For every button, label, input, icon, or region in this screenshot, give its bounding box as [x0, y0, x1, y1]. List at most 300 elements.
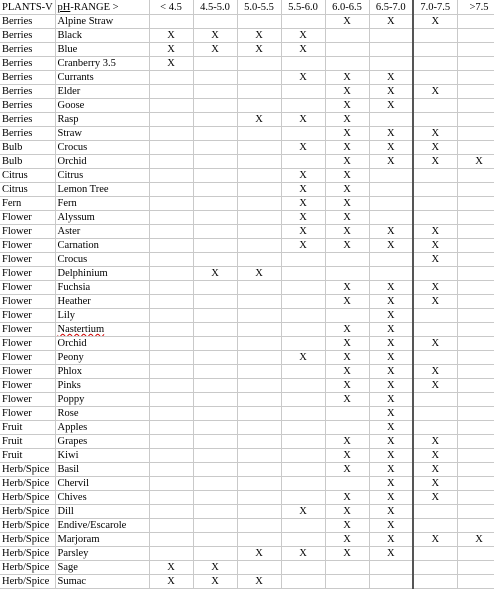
ph-range-cell[interactable]: [281, 29, 325, 43]
ph-range-cell[interactable]: [457, 155, 494, 169]
ph-range-cell[interactable]: [281, 365, 325, 379]
ph-range-cell[interactable]: [369, 323, 413, 337]
plant-cell[interactable]: [55, 169, 149, 183]
category-cell[interactable]: Flower: [0, 281, 55, 295]
ph-range-cell[interactable]: [281, 155, 325, 169]
ph-range-cell[interactable]: [369, 407, 413, 421]
header-range-8[interactable]: >7.5: [457, 0, 494, 15]
ph-range-cell[interactable]: [325, 71, 369, 85]
ph-range-cell[interactable]: [413, 127, 457, 141]
ph-range-cell[interactable]: [149, 155, 193, 169]
ph-range-cell[interactable]: [369, 309, 413, 323]
ph-range-cell[interactable]: [457, 379, 494, 393]
plant-cell[interactable]: [55, 281, 149, 295]
header-category-cell[interactable]: [0, 0, 55, 15]
ph-range-cell[interactable]: [193, 463, 237, 477]
ph-range-cell[interactable]: [325, 43, 369, 57]
ph-range-cell[interactable]: [149, 239, 193, 253]
category-cell[interactable]: Fruit: [0, 435, 55, 449]
ph-range-cell[interactable]: [193, 29, 237, 43]
ph-range-cell[interactable]: [325, 141, 369, 155]
ph-range-cell[interactable]: [281, 561, 325, 575]
ph-range-cell[interactable]: [149, 491, 193, 505]
ph-range-cell[interactable]: [457, 491, 494, 505]
category-cell[interactable]: Herb/Spice: [0, 533, 55, 547]
ph-range-cell[interactable]: [413, 379, 457, 393]
plant-cell[interactable]: [55, 15, 149, 29]
ph-range-cell[interactable]: [325, 113, 369, 127]
ph-range-cell[interactable]: [193, 141, 237, 155]
ph-range-cell[interactable]: [369, 127, 413, 141]
category-cell[interactable]: Berries: [0, 127, 55, 141]
ph-range-cell[interactable]: [281, 71, 325, 85]
plant-cell[interactable]: [55, 519, 149, 533]
ph-range-cell[interactable]: [325, 267, 369, 281]
ph-range-cell[interactable]: [325, 575, 369, 589]
category-cell[interactable]: Herb/Spice: [0, 561, 55, 575]
ph-range-cell[interactable]: [193, 505, 237, 519]
ph-range-cell[interactable]: [149, 197, 193, 211]
ph-range-cell[interactable]: [325, 407, 369, 421]
ph-range-cell[interactable]: [281, 43, 325, 57]
category-cell[interactable]: Flower: [0, 239, 55, 253]
ph-range-cell[interactable]: [369, 477, 413, 491]
ph-range-cell[interactable]: [413, 43, 457, 57]
ph-range-cell[interactable]: [281, 15, 325, 29]
plant-cell[interactable]: [55, 127, 149, 141]
ph-range-cell[interactable]: [413, 519, 457, 533]
category-cell[interactable]: Herb/Spice: [0, 575, 55, 589]
category-cell[interactable]: Flower: [0, 379, 55, 393]
plant-cell[interactable]: [55, 463, 149, 477]
ph-range-cell[interactable]: [193, 57, 237, 71]
category-cell[interactable]: Flower: [0, 253, 55, 267]
ph-range-cell[interactable]: [413, 505, 457, 519]
ph-range-cell[interactable]: [193, 449, 237, 463]
ph-range-cell[interactable]: [281, 449, 325, 463]
ph-range-cell[interactable]: [237, 505, 281, 519]
header-range-4[interactable]: 5.5-6.0: [281, 0, 325, 15]
ph-range-cell[interactable]: [325, 85, 369, 99]
ph-range-cell[interactable]: [457, 309, 494, 323]
ph-range-cell[interactable]: [369, 183, 413, 197]
ph-range-cell[interactable]: [369, 225, 413, 239]
ph-range-cell[interactable]: [237, 71, 281, 85]
ph-range-cell[interactable]: [193, 113, 237, 127]
ph-range-cell[interactable]: [413, 393, 457, 407]
ph-range-cell[interactable]: [149, 127, 193, 141]
ph-range-cell[interactable]: [237, 477, 281, 491]
ph-range-cell[interactable]: [457, 127, 494, 141]
header-range-6[interactable]: 6.5-7.0: [369, 0, 413, 15]
plant-cell[interactable]: [55, 239, 149, 253]
ph-range-cell[interactable]: [193, 323, 237, 337]
ph-range-cell[interactable]: [413, 491, 457, 505]
ph-range-cell[interactable]: [237, 449, 281, 463]
ph-range-cell[interactable]: [325, 309, 369, 323]
ph-range-cell[interactable]: [149, 29, 193, 43]
category-cell[interactable]: Flower: [0, 351, 55, 365]
ph-range-cell[interactable]: [237, 113, 281, 127]
ph-range-cell[interactable]: [457, 449, 494, 463]
ph-range-cell[interactable]: [237, 281, 281, 295]
ph-range-cell[interactable]: [457, 113, 494, 127]
ph-range-cell[interactable]: [369, 561, 413, 575]
ph-range-cell[interactable]: [325, 281, 369, 295]
ph-range-cell[interactable]: [149, 337, 193, 351]
plant-cell[interactable]: [55, 57, 149, 71]
category-cell[interactable]: Fern: [0, 197, 55, 211]
ph-range-cell[interactable]: [193, 127, 237, 141]
category-cell[interactable]: Bulb: [0, 155, 55, 169]
ph-range-cell[interactable]: [193, 547, 237, 561]
ph-range-cell[interactable]: [193, 225, 237, 239]
ph-range-cell[interactable]: [369, 29, 413, 43]
ph-range-cell[interactable]: [369, 169, 413, 183]
ph-range-cell[interactable]: [193, 253, 237, 267]
ph-range-cell[interactable]: [413, 155, 457, 169]
ph-range-cell[interactable]: [369, 351, 413, 365]
plant-cell[interactable]: [55, 85, 149, 99]
ph-range-cell[interactable]: [193, 491, 237, 505]
ph-range-cell[interactable]: [369, 435, 413, 449]
ph-range-cell[interactable]: [237, 267, 281, 281]
category-cell[interactable]: Flower: [0, 323, 55, 337]
ph-range-cell[interactable]: [369, 379, 413, 393]
ph-range-cell[interactable]: [413, 421, 457, 435]
category-cell[interactable]: Flower: [0, 295, 55, 309]
ph-range-cell[interactable]: [413, 29, 457, 43]
ph-range-cell[interactable]: [413, 407, 457, 421]
ph-range-cell[interactable]: [413, 449, 457, 463]
ph-range-cell[interactable]: [413, 533, 457, 547]
ph-range-cell[interactable]: [325, 57, 369, 71]
ph-range-cell[interactable]: [237, 15, 281, 29]
plant-cell[interactable]: [55, 113, 149, 127]
ph-range-cell[interactable]: [237, 197, 281, 211]
ph-range-cell[interactable]: [237, 29, 281, 43]
ph-range-cell[interactable]: [193, 281, 237, 295]
ph-range-cell[interactable]: [193, 211, 237, 225]
ph-range-cell[interactable]: [325, 435, 369, 449]
ph-range-cell[interactable]: [325, 393, 369, 407]
ph-range-cell[interactable]: [325, 169, 369, 183]
ph-range-cell[interactable]: [149, 43, 193, 57]
category-cell[interactable]: Herb/Spice: [0, 477, 55, 491]
ph-range-cell[interactable]: [413, 435, 457, 449]
ph-range-cell[interactable]: [281, 183, 325, 197]
category-cell[interactable]: Berries: [0, 29, 55, 43]
plant-cell[interactable]: [55, 477, 149, 491]
plant-cell[interactable]: [55, 547, 149, 561]
ph-range-cell[interactable]: [149, 477, 193, 491]
ph-range-cell[interactable]: [193, 533, 237, 547]
ph-range-cell[interactable]: [281, 463, 325, 477]
ph-range-cell[interactable]: [281, 379, 325, 393]
ph-range-cell[interactable]: [281, 267, 325, 281]
ph-range-cell[interactable]: [149, 267, 193, 281]
ph-range-cell[interactable]: [325, 253, 369, 267]
ph-range-cell[interactable]: [457, 71, 494, 85]
ph-range-cell[interactable]: [369, 449, 413, 463]
ph-range-cell[interactable]: [457, 197, 494, 211]
ph-range-cell[interactable]: [457, 505, 494, 519]
ph-range-cell[interactable]: [413, 575, 457, 589]
ph-range-cell[interactable]: [149, 561, 193, 575]
ph-range-cell[interactable]: [325, 15, 369, 29]
ph-range-cell[interactable]: [237, 239, 281, 253]
ph-range-cell[interactable]: [369, 71, 413, 85]
ph-range-cell[interactable]: [149, 365, 193, 379]
ph-range-cell[interactable]: [369, 99, 413, 113]
ph-range-cell[interactable]: [369, 141, 413, 155]
plant-cell[interactable]: [55, 449, 149, 463]
ph-range-cell[interactable]: [193, 365, 237, 379]
category-cell[interactable]: Berries: [0, 15, 55, 29]
ph-range-cell[interactable]: [457, 225, 494, 239]
ph-range-cell[interactable]: [369, 295, 413, 309]
ph-range-cell[interactable]: [369, 463, 413, 477]
ph-range-cell[interactable]: [325, 421, 369, 435]
ph-range-cell[interactable]: [369, 253, 413, 267]
ph-range-cell[interactable]: [457, 57, 494, 71]
category-cell[interactable]: Berries: [0, 43, 55, 57]
plant-cell[interactable]: [55, 43, 149, 57]
ph-range-cell[interactable]: [369, 211, 413, 225]
category-cell[interactable]: Fruit: [0, 449, 55, 463]
ph-range-cell[interactable]: [237, 183, 281, 197]
plant-cell[interactable]: [55, 421, 149, 435]
ph-range-cell[interactable]: [281, 477, 325, 491]
ph-range-cell[interactable]: [413, 113, 457, 127]
ph-range-cell[interactable]: [413, 99, 457, 113]
plant-cell[interactable]: [55, 533, 149, 547]
ph-range-cell[interactable]: [193, 155, 237, 169]
ph-range-cell[interactable]: [281, 519, 325, 533]
ph-range-cell[interactable]: [325, 477, 369, 491]
ph-range-cell[interactable]: [237, 225, 281, 239]
ph-range-cell[interactable]: [413, 15, 457, 29]
ph-range-cell[interactable]: [281, 141, 325, 155]
ph-range-cell[interactable]: [413, 547, 457, 561]
ph-range-cell[interactable]: [369, 15, 413, 29]
header-range-cell[interactable]: [55, 0, 149, 15]
plant-cell[interactable]: [55, 99, 149, 113]
ph-range-cell[interactable]: [457, 169, 494, 183]
ph-range-cell[interactable]: [325, 295, 369, 309]
ph-range-cell[interactable]: [325, 323, 369, 337]
ph-range-cell[interactable]: [281, 295, 325, 309]
category-cell[interactable]: Flower: [0, 393, 55, 407]
ph-range-cell[interactable]: [237, 351, 281, 365]
ph-range-cell[interactable]: [457, 239, 494, 253]
ph-range-cell[interactable]: [369, 337, 413, 351]
ph-range-cell[interactable]: [369, 85, 413, 99]
ph-range-cell[interactable]: [281, 323, 325, 337]
plant-cell[interactable]: [55, 267, 149, 281]
ph-range-cell[interactable]: [369, 281, 413, 295]
ph-range-cell[interactable]: [457, 365, 494, 379]
ph-range-cell[interactable]: [369, 519, 413, 533]
ph-range-cell[interactable]: [149, 547, 193, 561]
ph-range-cell[interactable]: [237, 393, 281, 407]
ph-range-cell[interactable]: [325, 351, 369, 365]
ph-range-cell[interactable]: [413, 281, 457, 295]
ph-range-cell[interactable]: [369, 155, 413, 169]
plant-cell[interactable]: [55, 435, 149, 449]
ph-range-cell[interactable]: [149, 15, 193, 29]
ph-range-cell[interactable]: [149, 435, 193, 449]
ph-range-cell[interactable]: [325, 197, 369, 211]
ph-range-cell[interactable]: [237, 57, 281, 71]
ph-range-cell[interactable]: [149, 323, 193, 337]
ph-range-cell[interactable]: [413, 351, 457, 365]
plant-cell[interactable]: [55, 351, 149, 365]
ph-range-cell[interactable]: [281, 281, 325, 295]
ph-range-cell[interactable]: [457, 561, 494, 575]
ph-range-cell[interactable]: [325, 561, 369, 575]
ph-range-cell[interactable]: [413, 561, 457, 575]
ph-range-cell[interactable]: [457, 99, 494, 113]
header-range-1[interactable]: < 4.5: [149, 0, 193, 15]
ph-range-cell[interactable]: [413, 253, 457, 267]
ph-range-cell[interactable]: [325, 533, 369, 547]
ph-range-cell[interactable]: [325, 463, 369, 477]
ph-range-cell[interactable]: [325, 365, 369, 379]
ph-range-cell[interactable]: [193, 519, 237, 533]
ph-range-cell[interactable]: [413, 295, 457, 309]
ph-range-cell[interactable]: [237, 407, 281, 421]
ph-range-cell[interactable]: [457, 575, 494, 589]
ph-range-cell[interactable]: [457, 295, 494, 309]
ph-range-cell[interactable]: [281, 197, 325, 211]
category-cell[interactable]: Fruit: [0, 421, 55, 435]
ph-range-cell[interactable]: [281, 127, 325, 141]
category-cell[interactable]: Flower: [0, 337, 55, 351]
plant-cell[interactable]: [55, 141, 149, 155]
header-range-2[interactable]: 4.5-5.0: [193, 0, 237, 15]
ph-range-cell[interactable]: [237, 421, 281, 435]
ph-range-cell[interactable]: [457, 141, 494, 155]
ph-range-cell[interactable]: [193, 477, 237, 491]
category-cell[interactable]: Herb/Spice: [0, 463, 55, 477]
ph-range-cell[interactable]: [413, 85, 457, 99]
ph-range-cell[interactable]: [193, 351, 237, 365]
ph-range-cell[interactable]: [149, 281, 193, 295]
ph-range-cell[interactable]: [325, 155, 369, 169]
ph-range-cell[interactable]: [149, 71, 193, 85]
ph-range-cell[interactable]: [237, 463, 281, 477]
ph-range-cell[interactable]: [149, 351, 193, 365]
ph-range-cell[interactable]: [457, 281, 494, 295]
plant-cell[interactable]: [55, 155, 149, 169]
category-cell[interactable]: Herb/Spice: [0, 547, 55, 561]
ph-range-cell[interactable]: [281, 253, 325, 267]
category-cell[interactable]: Herb/Spice: [0, 519, 55, 533]
ph-range-cell[interactable]: [193, 85, 237, 99]
ph-range-cell[interactable]: [369, 393, 413, 407]
ph-range-cell[interactable]: [457, 421, 494, 435]
category-cell[interactable]: Flower: [0, 267, 55, 281]
ph-range-cell[interactable]: [457, 393, 494, 407]
ph-range-cell[interactable]: [193, 379, 237, 393]
category-cell[interactable]: Bulb: [0, 141, 55, 155]
ph-range-cell[interactable]: [149, 575, 193, 589]
category-cell[interactable]: Flower: [0, 211, 55, 225]
ph-range-cell[interactable]: [325, 519, 369, 533]
ph-range-cell[interactable]: [325, 337, 369, 351]
ph-range-cell[interactable]: [281, 225, 325, 239]
ph-range-cell[interactable]: [281, 85, 325, 99]
ph-range-cell[interactable]: [457, 463, 494, 477]
ph-range-cell[interactable]: [149, 505, 193, 519]
header-range-7[interactable]: 7.0-7.5: [413, 0, 457, 15]
ph-range-cell[interactable]: [149, 463, 193, 477]
ph-range-cell[interactable]: [237, 323, 281, 337]
plant-cell[interactable]: [55, 197, 149, 211]
ph-range-cell[interactable]: [325, 547, 369, 561]
ph-range-cell[interactable]: [149, 393, 193, 407]
ph-range-cell[interactable]: [149, 533, 193, 547]
ph-range-cell[interactable]: [281, 533, 325, 547]
ph-range-cell[interactable]: [369, 365, 413, 379]
header-range-3[interactable]: 5.0-5.5: [237, 0, 281, 15]
ph-range-cell[interactable]: [149, 407, 193, 421]
ph-range-cell[interactable]: [457, 29, 494, 43]
plant-cell[interactable]: [55, 505, 149, 519]
ph-range-cell[interactable]: [413, 57, 457, 71]
ph-range-cell[interactable]: [237, 141, 281, 155]
ph-range-cell[interactable]: [237, 519, 281, 533]
ph-range-cell[interactable]: [457, 337, 494, 351]
ph-range-cell[interactable]: [149, 211, 193, 225]
ph-range-cell[interactable]: [413, 337, 457, 351]
ph-range-cell[interactable]: [369, 421, 413, 435]
ph-range-cell[interactable]: [413, 141, 457, 155]
ph-range-cell[interactable]: [193, 337, 237, 351]
ph-range-cell[interactable]: [237, 337, 281, 351]
ph-range-cell[interactable]: [281, 407, 325, 421]
ph-range-cell[interactable]: [193, 197, 237, 211]
ph-range-cell[interactable]: [281, 57, 325, 71]
category-cell[interactable]: Berries: [0, 71, 55, 85]
ph-range-cell[interactable]: [193, 43, 237, 57]
ph-range-cell[interactable]: [193, 99, 237, 113]
plant-cell[interactable]: [55, 295, 149, 309]
ph-range-cell[interactable]: [369, 43, 413, 57]
ph-range-cell[interactable]: [281, 99, 325, 113]
plant-cell[interactable]: [55, 29, 149, 43]
plant-cell[interactable]: [55, 491, 149, 505]
ph-range-cell[interactable]: [237, 575, 281, 589]
plant-cell[interactable]: [55, 561, 149, 575]
ph-range-cell[interactable]: [193, 309, 237, 323]
ph-range-cell[interactable]: [149, 295, 193, 309]
plant-cell[interactable]: [55, 407, 149, 421]
ph-range-cell[interactable]: [149, 421, 193, 435]
ph-range-cell[interactable]: [369, 533, 413, 547]
ph-range-cell[interactable]: [237, 379, 281, 393]
category-cell[interactable]: Flower: [0, 365, 55, 379]
ph-range-cell[interactable]: [149, 183, 193, 197]
category-cell[interactable]: Citrus: [0, 183, 55, 197]
ph-range-cell[interactable]: [457, 183, 494, 197]
ph-range-cell[interactable]: [237, 561, 281, 575]
ph-range-cell[interactable]: [281, 113, 325, 127]
ph-range-cell[interactable]: [369, 575, 413, 589]
ph-range-cell[interactable]: [281, 351, 325, 365]
plant-cell[interactable]: [55, 337, 149, 351]
